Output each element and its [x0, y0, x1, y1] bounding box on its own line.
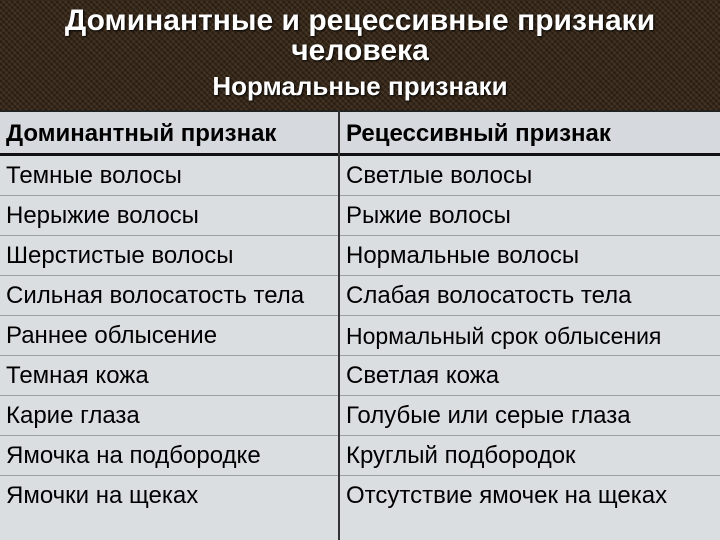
table-row [0, 196, 720, 236]
cell-recessive: Светлые волосы [346, 162, 533, 189]
cell-dominant: Шерстистые волосы [6, 242, 234, 269]
cell-dominant: Карие глаза [6, 402, 140, 429]
cell-dominant: Темные волосы [6, 162, 182, 189]
table-row [0, 476, 720, 516]
table-row [0, 316, 720, 356]
table-row [0, 236, 720, 276]
table-header [0, 110, 720, 156]
column-divider [338, 110, 340, 540]
cell-recessive: Круглый подбородок [346, 442, 576, 469]
cell-recessive: Голубые или серые глаза [346, 402, 631, 429]
cell-recessive: Слабая волосатость тела [346, 282, 632, 309]
cell-dominant: Ямочка на подбородке [6, 442, 261, 469]
cell-dominant: Сильная волосатость тела [6, 282, 305, 309]
cell-dominant: Нерыжие волосы [6, 202, 199, 229]
table-row [0, 396, 720, 436]
cell-dominant: Раннее облысение [6, 322, 218, 349]
cell-recessive: Отсутствие ямочек на щеках [346, 482, 668, 509]
cell-recessive: Светлая кожа [346, 362, 500, 389]
cell-recessive: Нормальный срок облысения [346, 323, 662, 349]
slide-subtitle: Нормальные признаки [212, 71, 508, 101]
traits-table [0, 110, 720, 540]
cell-dominant: Ямочки на щеках [6, 482, 199, 509]
table-row [0, 356, 720, 396]
table-row [0, 276, 720, 316]
cell-recessive: Рыжие волосы [346, 202, 511, 229]
header-dominant: Доминантный признак [6, 120, 277, 147]
table-row [0, 436, 720, 476]
cell-recessive: Нормальные волосы [346, 242, 580, 269]
slide-title-text: Доминантные и рецессивные признаки человека [64, 4, 656, 67]
header-recessive: Рецессивный признак [346, 120, 611, 147]
slide-title [0, 6, 720, 66]
table-body [0, 156, 720, 540]
cell-dominant: Темная кожа [6, 362, 149, 389]
table-row [0, 156, 720, 196]
